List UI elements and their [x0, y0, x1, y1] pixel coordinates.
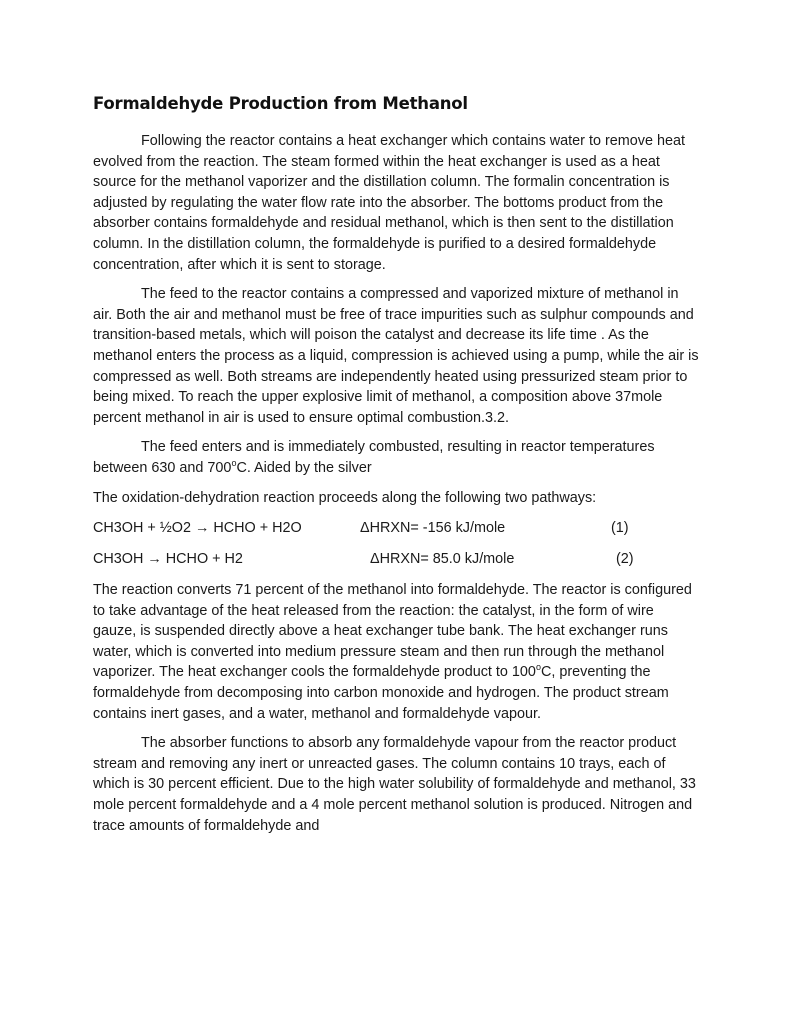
- paragraph-absorber: The absorber functions to absorb any formaldehyde vapour from the reactor product stream and removing any inert or unreacted gases. The column contains 10 trays, each of which is 30 percent efficient. Due to the high water solubility of formaldehyde and methanol, 33 mole percent formaldehyde and a 4 mole percent methanol solution is produced. Nitrogen and trace amounts of formaldehyde and: [93, 735, 696, 834]
- paragraph-reaction-conversion-text: The reaction converts 71 percent of the methanol into formaldehyde. The reactor is configured to take advantage of the heat released from the reaction: the catalyst, in the form of wire gauze, is suspended directly above a heat exchanger tube bank. The heat exchanger runs water, which is converted into medium pressure steam and then run through the methanol vaporizer. The heat exchanger cools the formaldehyde product to 100: [93, 582, 692, 681]
- degree-superscript: o: [535, 662, 541, 673]
- equation-2-formula: CH3OH → HCHO + H2: [93, 551, 243, 568]
- equation-1-number: (1): [611, 520, 629, 537]
- paragraph-combustion-text: The feed enters and is immediately combusted, resulting in reactor temperatures between 630 and 700: [93, 439, 655, 476]
- paragraph-combustion: [93, 437, 699, 478]
- equation-2-number: (2): [616, 551, 634, 568]
- equation-1-formula: CH3OH + ½O2 → HCHO + H2O: [93, 520, 302, 537]
- paragraph-reaction-conversion-text-end: C, preventing the formaldehyde from decomposing into carbon monoxide and hydrogen. The product stream contains inert gases, and a water, methanol and formaldehyde vapour.: [93, 664, 669, 722]
- document-page: [93, 93, 699, 836]
- degree-superscript: o: [231, 458, 237, 469]
- paragraph-heat-exchanger: Following the reactor contains a heat exchanger which contains water to remove heat evolved from the reaction. The steam formed within the heat exchanger is used as a heat source for the methanol vaporizer and the distillation column. The formalin concentration is adjusted by regulating the water flow rate into the absorber. The bottoms product from the absorber contains formaldehyde and residual methanol, which is then sent to the distillation column. In the distillation column, the formaldehyde is purified to a desired formaldehyde concentration, after which it is sent to storage.: [93, 133, 685, 273]
- paragraph-reactor-feed: The feed to the reactor contains a compressed and vaporized mixture of methanol in air. Both the air and methanol must be free of trace impurities such as sulphur compounds and transition-based metals, which will poison the catalyst and decrease its life time . As the methanol enters the process as a liquid, compression is achieved using a pump, while the air is compressed as well. Both streams are independently heated using pressurized steam prior to being mixed. To reach the upper explosive limit of methanol, a composition above 37mole percent methanol in air is used to ensure optimal combustion.3.2.: [93, 286, 699, 426]
- paragraph-combustion-text-end: C. Aided by the silver: [236, 459, 372, 476]
- paragraph-reaction-conversion: [93, 580, 699, 724]
- document-title: Formaldehyde Production from Methanol: [93, 94, 468, 113]
- equation-1: [93, 518, 699, 539]
- equation-2: [93, 549, 699, 570]
- equation-2-enthalpy: ΔHRXN= 85.0 kJ/mole: [370, 551, 515, 568]
- paragraph-pathways-intro: The oxidation-dehydration reaction proceeds along the following two pathways:: [93, 489, 597, 506]
- equation-1-enthalpy: ΔHRXN= -156 kJ/mole: [360, 520, 506, 537]
